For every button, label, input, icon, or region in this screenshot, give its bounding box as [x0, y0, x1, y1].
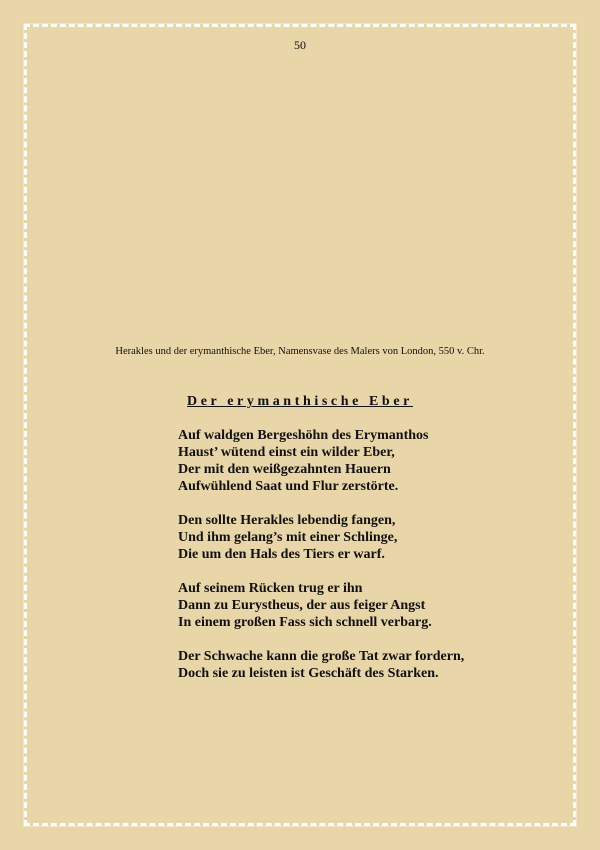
stanza-1 [178, 427, 558, 495]
poem-line: Auf seinem Rücken trug er ihn [178, 581, 363, 596]
poem-line: Der mit den weißgezahnten Hauern [178, 462, 391, 477]
poem-line: Die um den Hals des Tiers er warf. [178, 547, 385, 562]
poem-line: Haust’ wütend einst ein wilder Eber, [178, 445, 395, 460]
poem-line: Aufwühlend Saat und Flur zerstörte. [178, 479, 399, 494]
poem-line: Den sollte Herakles lebendig fangen, [178, 513, 396, 528]
poem-line: Auf waldgen Bergeshöhn des Erymanthos [178, 428, 429, 443]
poem-title: Der erymanthische Eber [187, 394, 413, 409]
poem-line: Doch sie zu leisten ist Geschäft des Starken. [178, 666, 439, 681]
poem-line: In einem großen Fass sich schnell verbarg. [178, 615, 432, 630]
poem-line: Der Schwache kann die große Tat zwar fordern, [178, 649, 465, 664]
stanza-3 [178, 580, 558, 631]
stanza-4 [178, 648, 558, 682]
poem-line: Dann zu Eurystheus, der aus feiger Angst [178, 598, 426, 613]
image-caption: Herakles und der erymanthische Eber, Namensvase des Malers von London, 550 v. Chr. [115, 346, 485, 357]
poem-body [178, 427, 558, 699]
poem-line: Und ihm gelang’s mit einer Schlinge, [178, 530, 398, 545]
stanza-2 [178, 512, 558, 563]
page-border [24, 24, 576, 826]
page-number: 50 [294, 38, 306, 52]
